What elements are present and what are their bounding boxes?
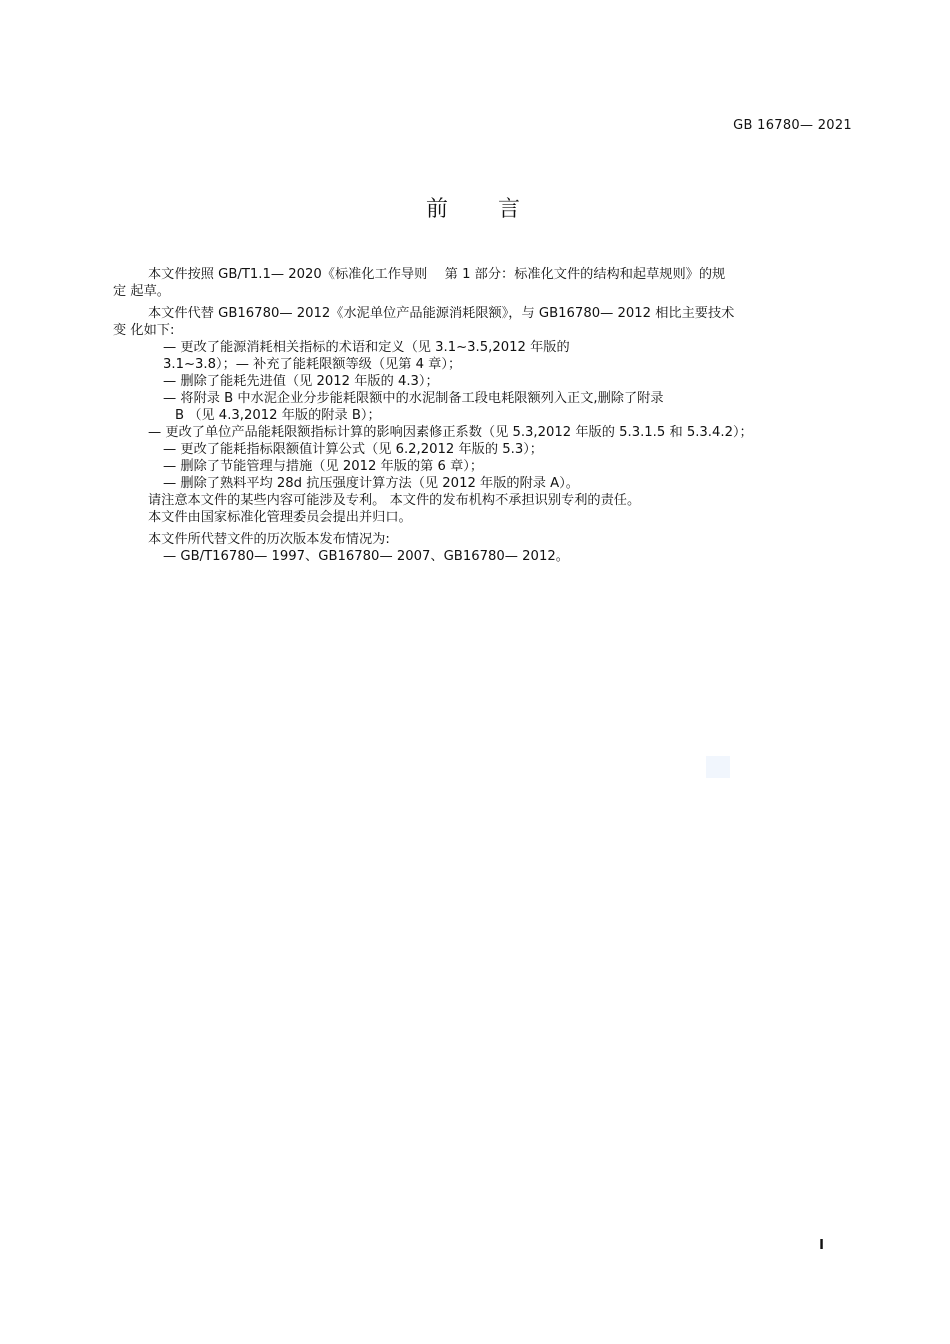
title-char-1: 前 — [425, 197, 452, 222]
paragraph-drafting-basis: 本文件按照 GB/T1.1— 2020《标准化工作导则 第 1 部分：标准化文件的结构和起草规则》的规 — [148, 267, 726, 282]
standard-number: GB 16780— 2021 — [733, 118, 852, 133]
list-item: — 删除了熟料平均 28d 抗压强度计算方法（见 2012 年版的附录 A）。 — [163, 476, 579, 491]
paragraph-replacement-cont: 变 化如下: — [113, 323, 175, 338]
paragraph-drafting-basis-cont: 定 起草。 — [113, 284, 170, 299]
foreword-body — [113, 266, 845, 565]
paragraph-version-history: 本文件所代替文件的历次版本发布情况为: — [148, 532, 390, 547]
paragraph-patent-notice: 请注意本文件的某些内容可能涉及专利。 本文件的发布机构不承担识别专利的责任。 — [148, 493, 641, 508]
list-item: — 更改了能耗指标限额值计算公式（见 6.2,2012 年版的 5.3）； — [163, 442, 543, 457]
list-item: — 更改了能源消耗相关指标的术语和定义（见 3.1~3.5,2012 年版的 — [163, 340, 570, 355]
list-item: — 更改了单位产品能耗限额指标计算的影响因素修正系数（见 5.3,2012 年版的 5.3.1.5 和 5.3.4.2）； — [148, 425, 753, 440]
list-item: — 删除了节能管理与措施（见 2012 年版的第 6 章）； — [163, 459, 484, 474]
scan-artifact — [706, 756, 730, 778]
paragraph-replacement: 本文件代替 GB16780— 2012《水泥单位产品能源消耗限额》，与 GB16780— 2012 相比主要技术 — [148, 306, 735, 321]
list-item: — GB/T16780— 1997、GB16780— 2007、GB16780— 2012。 — [163, 549, 569, 564]
list-item-cont: B （见 4.3,2012 年版的附录 B）； — [175, 408, 381, 423]
paragraph-proposer: 本文件由国家标准化管理委员会提出并归口。 — [148, 510, 412, 525]
title-char-2: 言 — [498, 197, 525, 222]
list-item-cont: 3.1~3.8）；— 补充了能耗限额等级（见第 4 章）； — [163, 357, 462, 372]
list-item: — 将附录 B 中水泥企业分步能耗限额中的水泥制备工段电耗限额列入正文,删除了附录 — [163, 391, 664, 406]
page-title — [0, 192, 950, 223]
page-number: I — [819, 1238, 824, 1253]
list-item: — 删除了能耗先进值（见 2012 年版的 4.3）； — [163, 374, 439, 389]
